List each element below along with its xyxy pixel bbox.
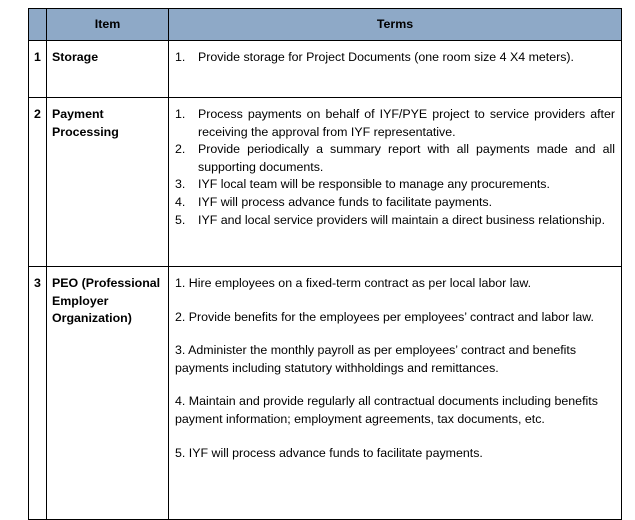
terms-list [175,106,615,229]
row-terms-cell [169,41,622,98]
list-item [175,141,615,176]
list-text: Provide storage for Project Documents (one room size 4 X4 meters). [198,50,575,64]
row-item-label: Payment Processing [47,98,169,267]
row-number: 1 [29,41,47,98]
header-terms-cell: Terms [169,9,622,41]
row-item-label: Storage [47,41,169,98]
header-num-cell [29,9,47,41]
header-item-cell: Item [47,9,169,41]
terms-paragraph: 4. Maintain and provide regularly all contractual documents including benefits payment information; employment agreements, tax documents, etc. [175,394,598,426]
terms-paragraph: 3. Administer the monthly payroll as per employees’ contract and benefits payments including statutory withholdings and remittances. [175,343,577,375]
list-item [175,194,615,212]
terms-paragraph: 1. Hire employees on a fixed-term contract as per local labor law. [175,276,532,290]
list-item [175,106,615,141]
list-number: 1. [175,107,186,121]
list-text: IYF local team will be responsible to manage any procurements. [198,177,550,192]
terms-paragraph: 2. Provide benefits for the employees per employees’ contract and labor law. [175,309,594,324]
terms-paragraph: 5. IYF will process advance funds to facilitate payments. [175,445,483,460]
list-text: Process payments on behalf of IYF/PYE project to service providers after receiving the approval from IYF representative. [198,107,615,139]
list-item [175,176,615,194]
table-header-row [29,9,622,41]
row-terms-cell [169,267,622,520]
row-number: 3 [29,267,47,520]
table-row-storage [29,41,622,98]
list-number: 1. [175,50,186,64]
list-number: 5. [175,212,186,227]
list-item [175,49,615,67]
table-row-payment-processing [29,98,622,267]
list-text: IYF will process advance funds to facilitate payments. [198,194,493,209]
list-item [175,212,615,230]
row-terms-cell [169,98,622,267]
terms-list [175,49,615,67]
list-number: 4. [175,194,186,209]
list-number: 2. [175,142,186,157]
row-number: 2 [29,98,47,267]
list-text: Provide periodically a summary report with all payments made and all supporting documents. [198,142,615,174]
table-row-peo [29,267,622,520]
list-number: 3. [175,177,186,192]
terms-table [28,8,622,520]
list-text: IYF and local service providers will maintain a direct business relationship. [198,212,606,227]
row-item-label: PEO (Professional Employer Organization) [47,267,169,520]
